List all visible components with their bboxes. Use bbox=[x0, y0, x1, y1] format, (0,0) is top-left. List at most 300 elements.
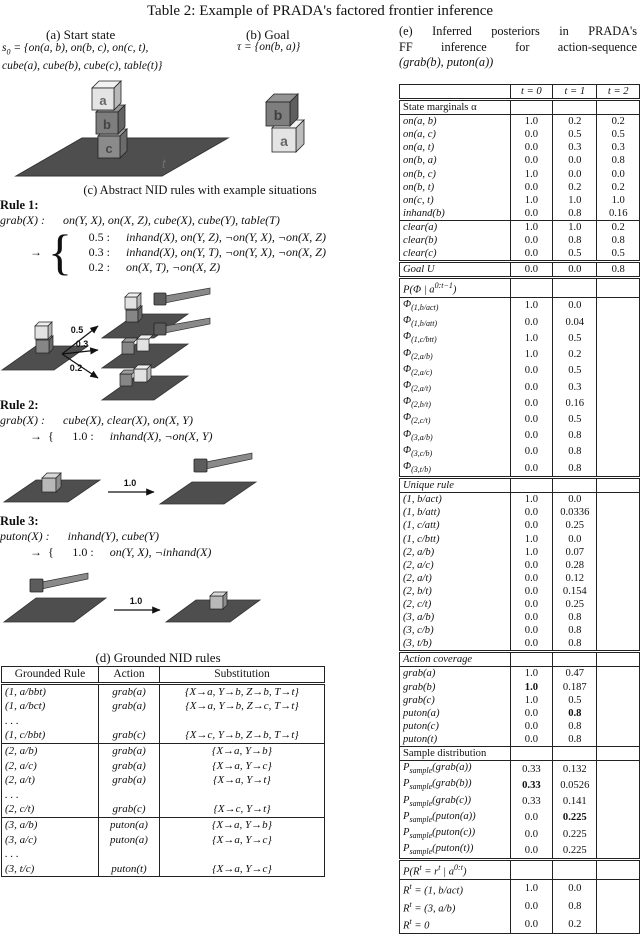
action-cell bbox=[99, 714, 160, 729]
value-cell: 0.2 bbox=[597, 220, 640, 234]
value-cell: 1.0 bbox=[510, 115, 553, 129]
value-cell: 0.2 bbox=[597, 181, 640, 194]
arrow-label-1: 0.5 bbox=[70, 325, 84, 335]
value-cell bbox=[597, 694, 640, 707]
time-col-header: t = 2 bbox=[597, 85, 640, 100]
data-row bbox=[400, 667, 640, 681]
row-label: $\Phi_{(2,c/t)}$ bbox=[403, 412, 431, 426]
value-cell: 0.0 bbox=[510, 207, 553, 221]
grounded-rule-cell: . . . bbox=[5, 714, 19, 727]
value-cell: 0.33 bbox=[510, 794, 553, 810]
implies-arrow: → bbox=[30, 429, 42, 443]
outcome-effect: inhand(X), ¬on(X, Y) bbox=[109, 429, 213, 443]
value-cell bbox=[597, 363, 640, 379]
value-cell: 0.0 bbox=[510, 842, 553, 860]
time-col-header: t = 1 bbox=[553, 85, 597, 100]
col-header: Substitution bbox=[160, 667, 325, 684]
value-cell bbox=[597, 915, 640, 933]
grounded-rule-cell: (2, a/b) bbox=[2, 743, 99, 758]
data-row bbox=[400, 598, 640, 611]
empty-cell bbox=[510, 747, 553, 761]
value-cell bbox=[597, 506, 640, 519]
value-cell: 0.0 bbox=[510, 733, 553, 747]
row-label: $P_{sample}(grab(b))$ bbox=[403, 778, 472, 792]
rule-3-diagram bbox=[2, 564, 262, 628]
rule-1-context: on(Y, X), on(X, Z), cube(X), cube(Y), table(T) bbox=[63, 213, 280, 227]
value-cell: 0.0 bbox=[553, 879, 597, 897]
row-label: on(b, c) bbox=[403, 168, 436, 180]
value-cell: 0.187 bbox=[553, 681, 597, 694]
value-cell bbox=[597, 733, 640, 747]
goal-illustration bbox=[250, 90, 322, 170]
rule-2-name: Rule 2: bbox=[0, 398, 39, 412]
row-label: $P_{sample}(puton(t))$ bbox=[403, 843, 474, 857]
value-cell bbox=[597, 794, 640, 810]
grounded-rule-row bbox=[2, 683, 325, 699]
row-label: clear(a) bbox=[400, 220, 511, 234]
panel-e-heading-line1: (e) Inferred posteriors in PRADA's bbox=[399, 24, 637, 38]
value-cell: 0.25 bbox=[553, 598, 597, 611]
outcome-line bbox=[62, 545, 212, 560]
grounded-rule-row bbox=[2, 773, 325, 788]
value-cell: 0.0 bbox=[510, 519, 553, 532]
value-cell: 0.8 bbox=[553, 234, 597, 247]
data-row bbox=[400, 493, 640, 507]
goal-cube-b-letter: b bbox=[273, 107, 283, 123]
grounded-rule-cell: (3, a/b) bbox=[2, 817, 99, 832]
outcome-line bbox=[78, 230, 326, 245]
outcome-line bbox=[78, 260, 326, 275]
data-row bbox=[400, 115, 640, 129]
value-cell: 0.0 bbox=[553, 297, 597, 314]
data-row bbox=[400, 506, 640, 519]
ellipsis-row bbox=[2, 847, 325, 862]
value-cell bbox=[597, 681, 640, 694]
ellipsis-row bbox=[2, 714, 325, 729]
data-row bbox=[400, 128, 640, 141]
data-row bbox=[400, 611, 640, 624]
row-label: $R^t = (1$, b/act) bbox=[400, 879, 511, 897]
value-cell: 0.0 bbox=[510, 460, 553, 478]
value-cell: 0.0 bbox=[553, 168, 597, 181]
row-label: puton(a) bbox=[403, 707, 440, 719]
value-cell: 0.141 bbox=[553, 794, 597, 810]
section-label: Sample distribution bbox=[400, 747, 511, 761]
row-label: puton(t) bbox=[403, 733, 438, 745]
value-cell: 0.0 bbox=[510, 506, 553, 519]
value-cell: 0.0 bbox=[510, 141, 553, 154]
value-cell bbox=[597, 314, 640, 330]
value-cell: 0.8 bbox=[553, 624, 597, 637]
substitution-cell: {X→a, Y→b} bbox=[160, 817, 325, 832]
substitution-cell: {X→a, Y→b, Z→b, T→t} bbox=[160, 683, 325, 699]
value-cell: 0.132 bbox=[553, 761, 597, 778]
table-letter: t bbox=[162, 156, 166, 171]
outcome-line bbox=[78, 245, 326, 260]
value-cell: 0.2 bbox=[597, 115, 640, 129]
grounded-rule-cell: . . . bbox=[5, 848, 19, 861]
value-cell: 0.0 bbox=[553, 493, 597, 507]
grounded-rules-header-row bbox=[2, 667, 325, 684]
value-cell: 0.8 bbox=[553, 898, 597, 916]
value-cell: 0.2 bbox=[553, 115, 597, 129]
action-cell: grab(a) bbox=[99, 743, 160, 758]
value-cell: 0.33 bbox=[510, 761, 553, 778]
col-header: Action bbox=[99, 667, 160, 684]
grounded-rule-cell: . . . bbox=[5, 788, 19, 801]
row-label: (1, c/btt) bbox=[403, 533, 440, 545]
row-label: $\Phi_{(1,b/att)}$ bbox=[403, 315, 438, 329]
panel-e-heading-line2: FF inference for action-sequence bbox=[399, 39, 637, 54]
outcome-effect: on(X, T), ¬on(X, Z) bbox=[126, 259, 221, 274]
empty-cell bbox=[553, 100, 597, 115]
data-row bbox=[400, 761, 640, 778]
col-header: Grounded Rule bbox=[2, 667, 99, 684]
ellipsis-row bbox=[2, 788, 325, 803]
data-row bbox=[400, 141, 640, 154]
data-row bbox=[400, 181, 640, 194]
value-cell bbox=[597, 395, 640, 411]
row-label: $\Phi_{(1,c/btt)}$ bbox=[403, 331, 437, 345]
row-label: (1, b/act) bbox=[400, 493, 511, 507]
value-cell: 0.0 bbox=[510, 411, 553, 427]
row-label: $R^t = 0$ bbox=[403, 917, 430, 932]
posteriors-table bbox=[399, 84, 640, 934]
row-label: (2, c/t) bbox=[403, 599, 432, 611]
empty-cell bbox=[510, 478, 553, 493]
grounded-rule-row bbox=[2, 833, 325, 848]
value-cell bbox=[597, 826, 640, 842]
row-label: on(a, c) bbox=[403, 129, 436, 141]
empty-cell bbox=[510, 860, 553, 880]
row-label: (1, b/att) bbox=[403, 507, 441, 519]
value-cell bbox=[597, 842, 640, 860]
value-cell bbox=[597, 330, 640, 346]
value-cell: 0.2 bbox=[553, 347, 597, 363]
value-cell: 1.0 bbox=[510, 667, 553, 681]
outcome-effect: inhand(X), on(Y, Z), ¬on(Y, X), ¬on(X, Z) bbox=[126, 229, 326, 244]
empty-cell bbox=[597, 478, 640, 493]
value-cell: 0.0 bbox=[510, 181, 553, 194]
data-row bbox=[400, 842, 640, 860]
cube-a-letter: a bbox=[99, 93, 107, 108]
data-row bbox=[400, 559, 640, 572]
grounded-rule-cell: (1, c/bbt) bbox=[5, 729, 46, 742]
data-row bbox=[400, 194, 640, 207]
value-cell: 1.0 bbox=[597, 194, 640, 207]
value-cell: 0.0 bbox=[510, 234, 553, 247]
row-label: $\Phi_{(2,a/t)}$ bbox=[403, 379, 431, 394]
data-row bbox=[400, 826, 640, 842]
value-cell: 0.0336 bbox=[553, 506, 597, 519]
empty-cell bbox=[510, 100, 553, 115]
substitution-cell: {X→c, Y→b, Z→b, T→t} bbox=[160, 728, 325, 743]
value-cell: 1.0 bbox=[510, 694, 553, 707]
grounded-rule-cell: (3, t/c) bbox=[5, 862, 35, 875]
brace: { bbox=[48, 429, 54, 443]
value-cell bbox=[597, 761, 640, 778]
row-label: $\Phi_{(2,b/t)}$ bbox=[403, 396, 431, 410]
outcome-prob: 0.2 : bbox=[88, 259, 110, 274]
rule-3-start-scene bbox=[4, 573, 106, 622]
outcome-prob: 1.0 : bbox=[72, 429, 94, 443]
value-cell bbox=[597, 598, 640, 611]
data-row bbox=[400, 533, 640, 546]
value-cell: 1.0 bbox=[510, 347, 553, 363]
data-row bbox=[400, 720, 640, 733]
grounded-rule-cell: (2, a/c) bbox=[5, 759, 37, 772]
grounded-rule-row bbox=[2, 699, 325, 714]
value-cell: 0.0 bbox=[510, 915, 553, 933]
empty-cell bbox=[597, 860, 640, 880]
grounded-rule-cell: (2, a/t) bbox=[5, 774, 35, 787]
value-cell bbox=[597, 379, 640, 395]
arrow-label-2: 0.3 bbox=[75, 339, 89, 349]
row-label: on(b, t) bbox=[403, 181, 435, 193]
data-row bbox=[400, 330, 640, 346]
row-label: on(a, t) bbox=[403, 142, 435, 154]
arrow-label: 1.0 bbox=[123, 478, 137, 488]
cube-c-letter: c bbox=[105, 141, 113, 156]
value-cell: 0.8 bbox=[553, 460, 597, 478]
empty-cell bbox=[597, 652, 640, 667]
value-cell: 0.0 bbox=[510, 559, 553, 572]
empty-cell bbox=[597, 100, 640, 115]
value-cell: 0.16 bbox=[553, 395, 597, 411]
value-cell: 0.8 bbox=[597, 262, 640, 278]
data-row bbox=[400, 879, 640, 897]
data-row bbox=[400, 585, 640, 598]
implies-arrow: → bbox=[30, 244, 42, 259]
value-cell bbox=[597, 519, 640, 532]
row-label: $P_{sample}(grab(c))$ bbox=[403, 794, 471, 808]
value-cell: 0.25 bbox=[553, 519, 597, 532]
data-row bbox=[400, 247, 640, 262]
substitution-cell: {X→a, Y→c} bbox=[160, 833, 325, 848]
goal-formula: τ = {on(b, a)} bbox=[237, 41, 301, 53]
section-label: P(Φ | $a^{0:t-1}$) bbox=[400, 278, 511, 298]
value-cell: 0.0 bbox=[553, 262, 597, 278]
data-row bbox=[400, 363, 640, 379]
panel-e-heading bbox=[399, 24, 637, 71]
value-cell bbox=[597, 879, 640, 897]
row-label: (1, c/att) bbox=[403, 520, 440, 532]
value-cell: 0.0 bbox=[510, 572, 553, 585]
value-cell: 0.04 bbox=[553, 314, 597, 330]
value-cell: 0.0 bbox=[510, 624, 553, 637]
rule-1-outcomes bbox=[30, 224, 326, 280]
value-cell: 1.0 bbox=[510, 220, 553, 234]
substitution-cell: {X→c, Y→t} bbox=[160, 802, 325, 817]
value-cell: 0.28 bbox=[553, 559, 597, 572]
rule-2-outcomes bbox=[30, 429, 213, 444]
action-cell: puton(a) bbox=[99, 833, 160, 848]
row-label: $\Phi_{(2,a/c)}$ bbox=[403, 363, 433, 377]
substitution-cell bbox=[160, 788, 325, 803]
empty-cell bbox=[597, 278, 640, 298]
data-row bbox=[400, 898, 640, 916]
data-row bbox=[400, 572, 640, 585]
goal-cube-b bbox=[266, 94, 298, 126]
action-cell: puton(t) bbox=[99, 862, 160, 877]
substitution-cell: {X→a, Y→b, Z→c, T→t} bbox=[160, 699, 325, 714]
value-cell: 0.8 bbox=[553, 720, 597, 733]
section-label: $P(R^t = r^t$ | $a^{0:t}$) bbox=[400, 860, 511, 880]
data-row bbox=[400, 777, 640, 793]
value-cell: 0.3 bbox=[597, 141, 640, 154]
data-row bbox=[400, 519, 640, 532]
row-label: (3, a/b) bbox=[403, 612, 435, 624]
grounded-rule-cell: (1, a/bbt) bbox=[2, 683, 99, 699]
outcome-line bbox=[62, 429, 213, 444]
panel-e-action-sequence: (grab(b), puton(a)) bbox=[399, 55, 494, 69]
data-row bbox=[400, 207, 640, 221]
value-cell: 0.0 bbox=[597, 168, 640, 181]
value-cell: 0.8 bbox=[553, 733, 597, 747]
value-cell: 0.0 bbox=[553, 533, 597, 546]
rule-3-context: inhand(Y), cube(Y) bbox=[67, 529, 159, 543]
value-cell: 0.0 bbox=[510, 395, 553, 411]
section-header-row bbox=[400, 100, 640, 115]
value-cell: 0.0 bbox=[510, 585, 553, 598]
value-cell bbox=[597, 460, 640, 478]
data-row bbox=[400, 546, 640, 559]
data-row bbox=[400, 637, 640, 652]
data-row bbox=[400, 428, 640, 444]
value-cell bbox=[597, 428, 640, 444]
panel-a-heading: (a) Start state bbox=[46, 27, 116, 42]
row-label: Goal U bbox=[400, 262, 511, 278]
value-cell: 1.0 bbox=[510, 194, 553, 207]
value-cell bbox=[597, 720, 640, 733]
state-formula-line2: cube(a), cube(b), cube(c), table(t)} bbox=[2, 60, 163, 73]
value-cell bbox=[597, 777, 640, 793]
row-label: (2, a/b) bbox=[403, 546, 435, 558]
value-cell bbox=[597, 810, 640, 826]
section-header-row bbox=[400, 478, 640, 493]
substitution-cell: {X→a, Y→t} bbox=[160, 773, 325, 788]
row-label: $P_{sample}(grab(a))$ bbox=[400, 761, 511, 778]
data-row bbox=[400, 347, 640, 363]
data-row bbox=[400, 154, 640, 167]
rule-3-name: Rule 3: bbox=[0, 514, 39, 528]
time-col-header: t = 0 bbox=[510, 85, 553, 100]
value-cell: 0.0 bbox=[510, 810, 553, 826]
value-cell bbox=[597, 546, 640, 559]
value-cell: 0.8 bbox=[553, 707, 597, 720]
data-row bbox=[400, 234, 640, 247]
data-row bbox=[400, 460, 640, 478]
value-cell: 0.33 bbox=[510, 777, 553, 793]
value-cell bbox=[597, 297, 640, 314]
value-cell: 0.5 bbox=[553, 411, 597, 427]
rule-3-head bbox=[0, 529, 211, 544]
value-cell: 0.0 bbox=[510, 720, 553, 733]
value-cell: 0.8 bbox=[597, 234, 640, 247]
brace: { bbox=[48, 545, 54, 559]
value-cell: 0.8 bbox=[553, 207, 597, 221]
value-cell: 0.0 bbox=[510, 379, 553, 395]
gripper-icon bbox=[194, 453, 252, 472]
value-cell: 0.0 bbox=[510, 707, 553, 720]
data-row bbox=[400, 314, 640, 330]
rule-2 bbox=[0, 398, 213, 444]
value-cell bbox=[597, 559, 640, 572]
rule-1 bbox=[0, 198, 326, 280]
panel-b-heading: (b) Goal bbox=[246, 27, 290, 42]
row-label: grab(c) bbox=[403, 694, 435, 706]
row-label: $\Phi_{(3,t/b)}$ bbox=[403, 460, 431, 475]
action-cell: grab(a) bbox=[99, 683, 160, 699]
value-cell: 0.0 bbox=[510, 247, 553, 262]
row-label: puton(c) bbox=[403, 720, 439, 732]
action-cell: grab(c) bbox=[99, 802, 160, 817]
value-cell: 0.12 bbox=[553, 572, 597, 585]
row-label: (2, a/c) bbox=[403, 559, 434, 571]
value-cell: 1.0 bbox=[510, 168, 553, 181]
rule-3-action: puton(X) : bbox=[0, 529, 50, 543]
value-cell: 0.5 bbox=[553, 363, 597, 379]
brace: { bbox=[48, 224, 72, 280]
action-cell: grab(a) bbox=[99, 699, 160, 714]
value-cell: 0.0 bbox=[510, 262, 553, 278]
row-label: on(a, b) bbox=[400, 115, 511, 129]
value-cell bbox=[597, 624, 640, 637]
row-label: clear(c) bbox=[403, 248, 437, 260]
row-label: inhand(b) bbox=[403, 207, 445, 219]
empty-cell bbox=[553, 860, 597, 880]
value-cell: 0.5 bbox=[553, 694, 597, 707]
value-cell: 0.5 bbox=[553, 330, 597, 346]
section-header-row bbox=[400, 652, 640, 667]
substitution-cell: {X→a, Y→b} bbox=[160, 743, 325, 758]
outcome-prob: 1.0 : bbox=[72, 545, 94, 559]
value-cell bbox=[597, 898, 640, 916]
gripper-icon bbox=[154, 288, 210, 305]
data-row bbox=[400, 168, 640, 181]
section-header-row bbox=[400, 278, 640, 298]
panel-a-state-formula bbox=[2, 41, 162, 73]
value-cell: 1.0 bbox=[553, 220, 597, 234]
value-cell: 0.2 bbox=[553, 915, 597, 933]
grounded-rules-table bbox=[1, 666, 325, 877]
outcome-prob: 0.3 : bbox=[88, 244, 110, 259]
data-row bbox=[400, 444, 640, 460]
grounded-rule-cell: (1, a/bct) bbox=[5, 700, 46, 713]
data-row bbox=[400, 262, 640, 278]
row-label: (2, b/t) bbox=[403, 585, 432, 597]
value-cell: 0.225 bbox=[553, 842, 597, 860]
section-label: Unique rule bbox=[400, 478, 511, 493]
panel-c-heading: (c) Abstract NID rules with example situations bbox=[83, 183, 317, 197]
cube-b-letter: b bbox=[103, 117, 111, 132]
value-cell: 0.8 bbox=[553, 611, 597, 624]
value-cell: 1.0 bbox=[510, 493, 553, 507]
value-cell: 0.47 bbox=[553, 667, 597, 681]
data-row bbox=[400, 624, 640, 637]
section-header-row bbox=[400, 860, 640, 880]
value-cell: 0.3 bbox=[553, 141, 597, 154]
substitution-cell: {X→a, Y→c} bbox=[160, 759, 325, 774]
empty-cell bbox=[510, 278, 553, 298]
data-row bbox=[400, 733, 640, 747]
row-label: grab(b) bbox=[403, 681, 436, 693]
value-cell bbox=[597, 637, 640, 652]
empty-cell bbox=[553, 652, 597, 667]
grounded-rule-cell: (3, a/c) bbox=[5, 833, 37, 846]
row-label: $P_{sample}(puton(a))$ bbox=[403, 810, 476, 824]
value-cell: 0.5 bbox=[597, 128, 640, 141]
